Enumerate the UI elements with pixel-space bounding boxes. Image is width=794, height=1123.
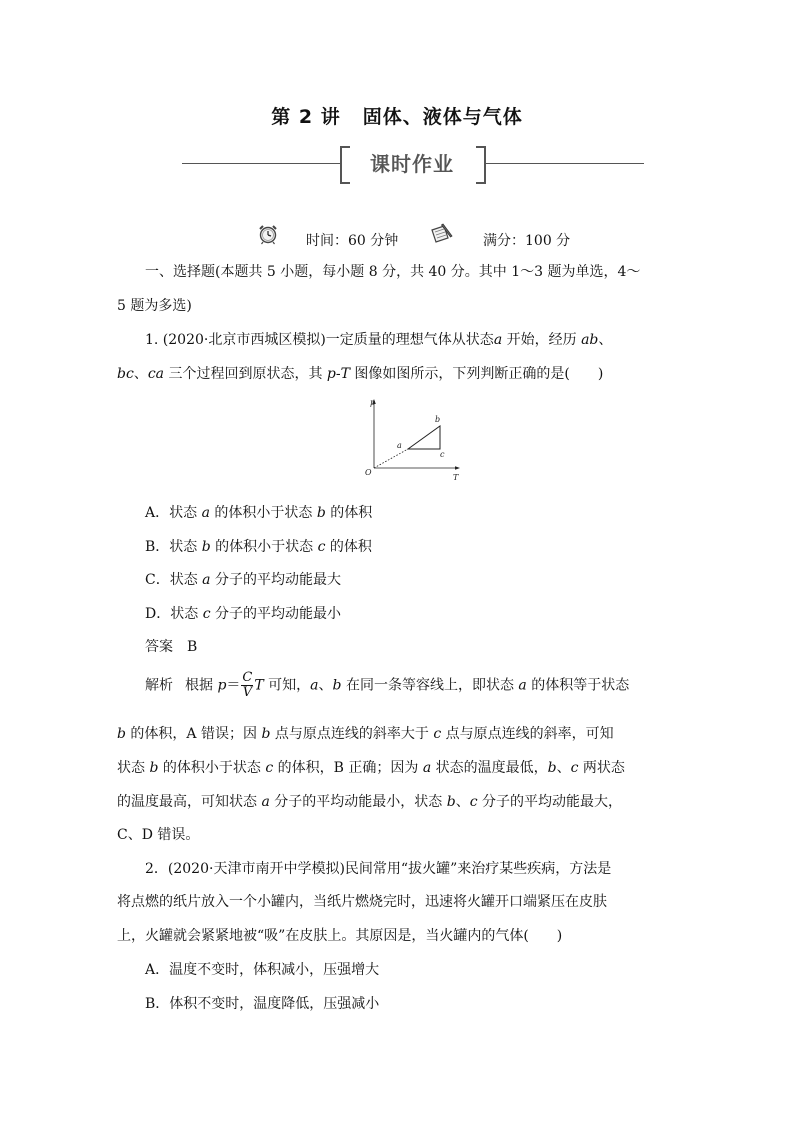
point-c-label: c [440, 450, 445, 459]
text-run: 点与原点连线的斜率大于 [270, 726, 434, 742]
option-b [145, 537, 705, 557]
math-var: c [265, 760, 274, 776]
analysis-label: 解析 [145, 677, 173, 694]
math-var: p [326, 366, 336, 382]
text-run: 图像如图所示，下列判断正确的是( ) [349, 366, 604, 382]
math-var: a [202, 572, 211, 588]
text-run: 的体积小于状态 [158, 760, 266, 776]
text-run: 两状态 [578, 760, 625, 776]
math-var: b [332, 677, 342, 694]
t-axis-label: T [453, 473, 459, 482]
math-var: T [340, 366, 350, 382]
abc-cycle-triangle [408, 426, 440, 449]
math-var: b [201, 539, 211, 555]
q2-option-a: A．温度不变时，体积减小，压强增大 [145, 962, 380, 978]
banner-right-rule [484, 163, 644, 164]
exam-time: 时间：60 分钟 [306, 233, 399, 249]
answer-label: 答案 [145, 639, 173, 655]
text-run: 开始，经历 [502, 332, 582, 348]
text-run: ＝ [226, 677, 241, 694]
text-run: 的体积，A 错误；因 [125, 726, 262, 742]
text-run: 状态 [117, 760, 150, 776]
text-run: 的体积小于状态 [210, 539, 318, 555]
page-title [0, 102, 794, 129]
math-var: b [149, 760, 159, 776]
text-run: 的体积 [325, 539, 372, 555]
text-run: 分子的平均动能最大 [210, 572, 341, 588]
lesson-number: 第 2 讲 [271, 106, 341, 128]
math-var: p [217, 677, 227, 694]
math-var: c [317, 539, 326, 555]
analysis-line1 [145, 671, 705, 700]
text-run: 三个过程回到原状态，其 [164, 366, 327, 382]
point-b-label: b [435, 415, 441, 424]
text-run: 点与原点连线的斜率，可知 [441, 726, 614, 742]
math-var: a [422, 760, 432, 776]
q2-option-b: B．体积不变时，温度降低，压强减小 [145, 996, 380, 1012]
pen-paper-icon [428, 222, 454, 250]
text-run: 分子的平均动能最小 [210, 606, 341, 622]
text-run: 在同一条等容线上，即状态 [341, 677, 519, 694]
math-var: a [518, 677, 527, 694]
math-var: a [261, 794, 270, 810]
p-axis-label: p [370, 398, 376, 407]
math-var: c [469, 794, 478, 810]
math-var: b [316, 505, 326, 521]
fraction-numerator: C [242, 670, 253, 685]
text-run: A．状态 [145, 505, 202, 521]
math-var: b [446, 794, 456, 810]
math-var: a [493, 332, 503, 348]
math-var: b [261, 726, 271, 742]
math-var: T [254, 677, 264, 694]
analysis-line2 [117, 724, 677, 744]
text-run: 、 [556, 760, 571, 776]
banner-label: 课时作业 [370, 152, 454, 176]
text-run: 根据 [185, 677, 218, 694]
t-axis-arrow-icon [455, 466, 460, 470]
origin-label: O [365, 468, 372, 477]
text-run: 分子的平均动能最大， [477, 794, 622, 810]
math-var: b [117, 726, 126, 742]
section-heading-line2: 5 题为多选) [117, 298, 192, 314]
analysis-line5: C、D 错误。 [117, 827, 200, 843]
text-run: 状态的温度最低， [431, 760, 548, 776]
alarm-clock-icon [256, 222, 280, 250]
math-var: a [310, 677, 319, 694]
question-2-line3: 上，火罐就会紧紧地被“吸”在皮肤上。其原因是，当火罐内的气体( ) [117, 928, 563, 944]
answer-value: B [187, 639, 198, 655]
section-heading-line1: 一、选择题(本题共 5 小题，每小题 8 分，共 40 分。其中 1～3 题为单选，4～ [145, 264, 641, 280]
text-run: 的温度最高，可知状态 [117, 794, 262, 810]
text-run: 的体积 [325, 505, 373, 521]
text-run: 的体积等于状态 [526, 677, 630, 694]
text-run: 分子的平均动能最小，状态 [269, 794, 447, 810]
exam-meta [0, 226, 794, 256]
text-run: B．状态 [145, 539, 202, 555]
text-run: D．状态 [145, 606, 203, 622]
question-2-line2: 将点燃的纸片放入一个小罐内，当纸片燃烧完时，迅速将火罐开口端紧压在皮肤 [117, 894, 607, 910]
math-var: a [201, 505, 210, 521]
answer-line [145, 637, 705, 657]
text-run: 1. (2020·北京市西城区模拟)一定质量的理想气体从状态 [145, 332, 494, 348]
text-run: 的体积，B 正确；因为 [273, 760, 423, 776]
p-t-diagram [360, 396, 470, 486]
text-run: 、 [318, 677, 333, 694]
analysis-line3 [117, 758, 677, 778]
math-var: bc [117, 366, 134, 382]
question-2-line1: 2．(2020·天津市南开中学模拟)民间常用“拔火罐”来治疗某些疾病，方法是 [145, 861, 612, 877]
homework-banner [182, 146, 644, 186]
option-a [145, 503, 705, 523]
exam-full-score: 满分：100 分 [483, 233, 571, 249]
question-1-line1 [145, 330, 705, 350]
math-var: ca [147, 366, 164, 382]
math-var: b [547, 760, 557, 776]
isochore-dashed-line [374, 449, 408, 468]
banner-left-rule [182, 163, 340, 164]
math-var: c [202, 606, 211, 622]
option-d [145, 604, 705, 624]
math-var: c [570, 760, 579, 776]
text-run: 的体积小于状态 [209, 505, 317, 521]
text-run: - [335, 366, 341, 382]
point-a-label: a [397, 441, 402, 450]
math-var: ab [581, 332, 599, 348]
analysis-line4 [117, 792, 677, 812]
banner-right-bracket [476, 146, 486, 184]
text-run: 、 [598, 332, 613, 348]
option-c [145, 570, 705, 590]
math-var: c [433, 726, 442, 742]
fraction-denominator: V [242, 685, 253, 700]
text-run: C．状态 [145, 572, 203, 588]
text-run: 、 [455, 794, 470, 810]
lesson-topic: 固体、液体与气体 [362, 106, 523, 128]
text-run: 、 [133, 366, 148, 382]
text-run: 可知， [263, 677, 311, 694]
fraction-c-over-v [241, 671, 253, 700]
question-1-line2 [117, 364, 677, 384]
